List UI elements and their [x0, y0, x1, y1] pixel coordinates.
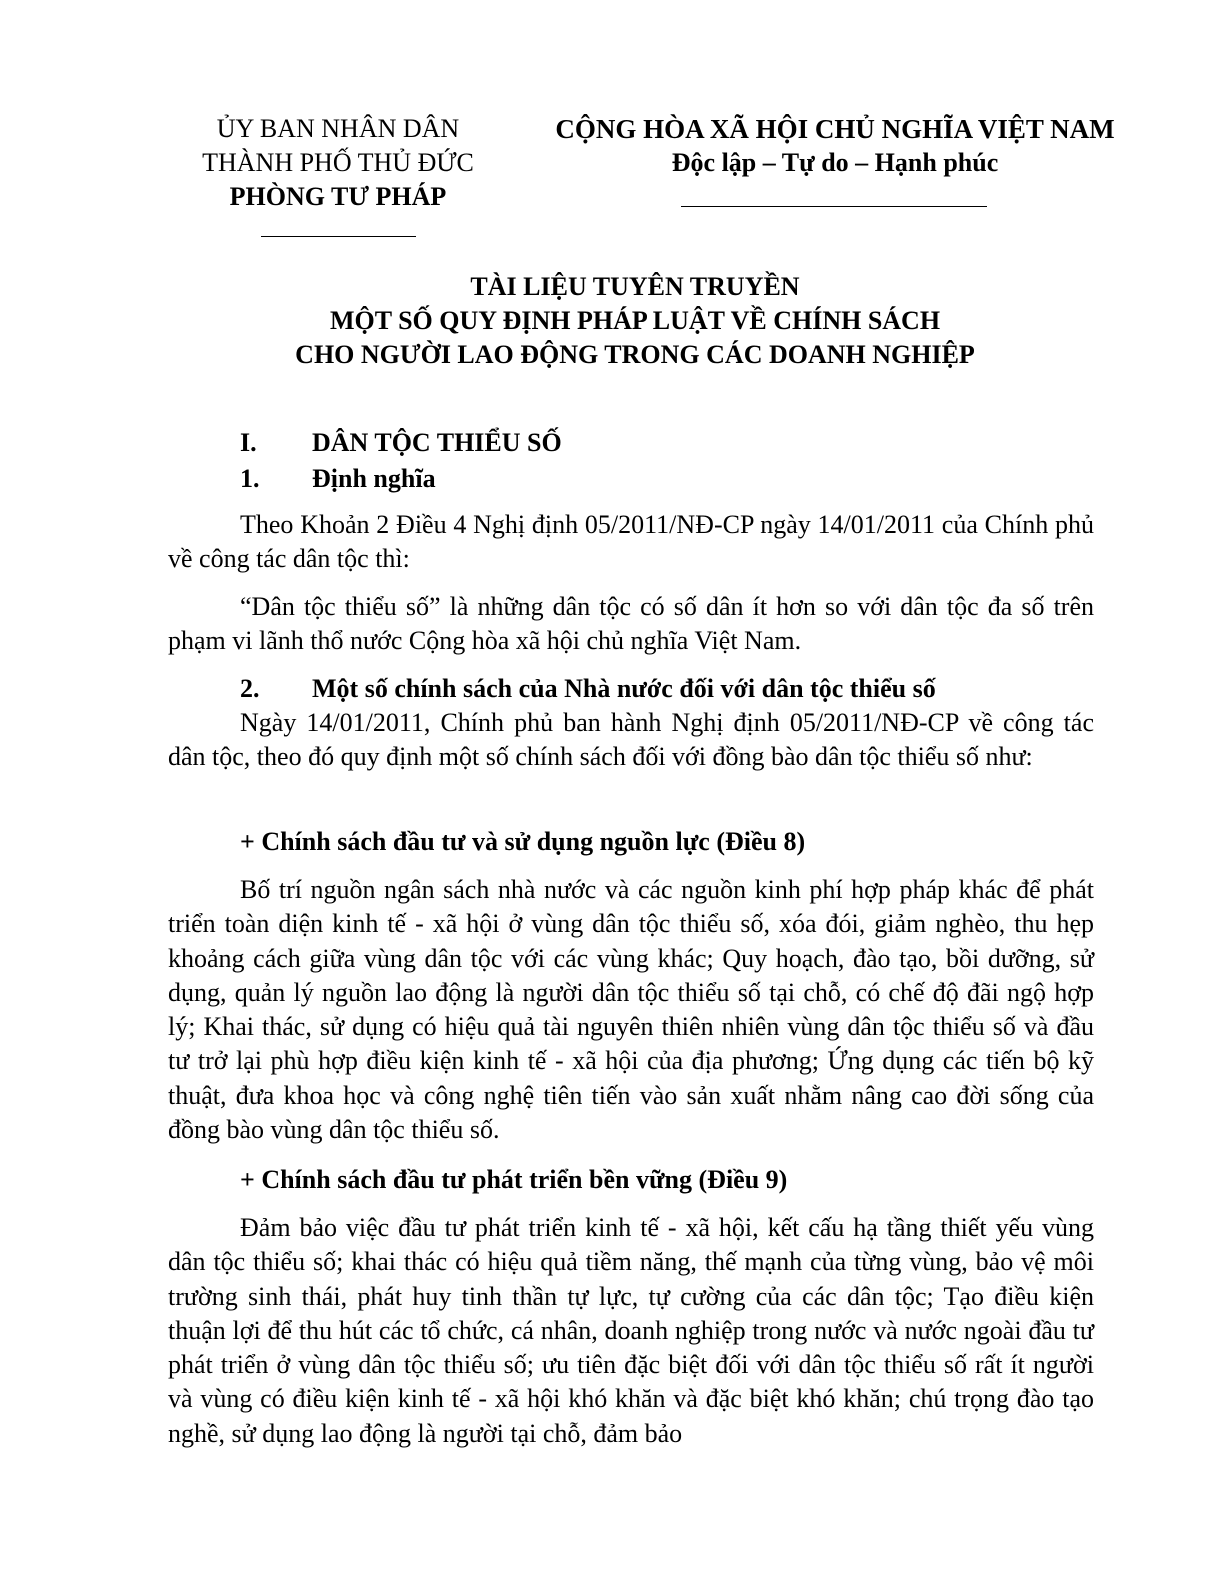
motto: Độc lập – Tự do – Hạnh phúc — [671, 148, 999, 177]
subsection-title: Định nghĩa — [312, 464, 436, 493]
section-heading-1 — [240, 426, 562, 460]
country-name: CỘNG HÒA XÃ HỘI CHỦ NGHĨA VIỆT NAM — [555, 114, 1115, 144]
paragraph-1: Theo Khoản 2 Điều 4 Nghị định 05/2011/NĐ-CP ngày 14/01/2011 của Chính phủ về công tác dân tộc thì: — [168, 510, 1094, 574]
agency-line-2: THÀNH PHỐ THỦ ĐỨC — [202, 148, 474, 177]
paragraph-3: Ngày 14/01/2011, Chính phủ ban hành Nghị định 05/2011/NĐ-CP về công tác dân tộc, theo đó quy định một số chính sách đối với đồng bào dân tộc thiểu số như: — [168, 708, 1094, 772]
agency-underline — [261, 236, 416, 237]
agency-line-3: PHÒNG TƯ PHÁP — [229, 182, 447, 211]
title-line-3: CHO NGƯỜI LAO ĐỘNG TRONG CÁC DOANH NGHIỆP — [295, 340, 975, 369]
national-motto-block — [530, 112, 1140, 180]
title-line-1: TÀI LIỆU TUYÊN TRUYỀN — [470, 272, 800, 301]
subsection-heading-1 — [240, 462, 436, 496]
agency-line-1: ỦY BAN NHÂN DÂN — [216, 114, 460, 143]
subsection-number: 1. — [240, 464, 260, 493]
policy-heading-1: + Chính sách đầu tư và sử dụng nguồn lực (Điều 8) — [240, 827, 806, 856]
title-line-2: MỘT SỐ QUY ĐỊNH PHÁP LUẬT VỀ CHÍNH SÁCH — [329, 306, 941, 335]
policy-heading-2: + Chính sách đầu tư phát triển bền vững (Điều 9) — [240, 1165, 788, 1194]
motto-underline — [681, 206, 987, 207]
subsection-heading-2 — [240, 672, 936, 706]
paragraph-5: Đảm bảo việc đầu tư phát triển kinh tế - xã hội, kết cấu hạ tầng thiết yếu vùng dân tộc thiểu số; khai thác có hiệu quả tiềm năng, thế mạnh của từng vùng, bảo vệ môi trường sinh thái, phát huy tinh thần tự lực, tự cường của các dân tộc; Tạo điều kiện thuận lợi để thu hút các tổ chức, cá nhân, doanh nghiệp trong nước và nước ngoài đầu tư phát triển ở vùng dân tộc thiểu số; ưu tiên đặc biệt đối với dân tộc thiểu số rất ít người và vùng có điều kiện kinh tế - xã hội khó khăn và đặc biệt khó khăn; chú trọng đào tạo nghề, sử dụng lao động là người tại chỗ, đảm bảo — [168, 1213, 1094, 1448]
subsection-title: Một số chính sách của Nhà nước đối với dân tộc thiểu số — [312, 674, 936, 703]
subsection-number: 2. — [240, 674, 260, 703]
issuing-agency-block — [188, 112, 488, 214]
document-title — [120, 270, 1150, 372]
paragraph-4: Bố trí nguồn ngân sách nhà nước và các nguồn kinh phí hợp pháp khác để phát triển toàn diện kinh tế - xã hội ở vùng dân tộc thiểu số, xóa đói, giảm nghèo, thu hẹp khoảng cách giữa vùng dân tộc với các vùng khác; Quy hoạch, đào tạo, bồi dưỡng, sử dụng, quản lý nguồn lao động là người dân tộc thiểu số tại chỗ, có chế độ đãi ngộ hợp lý; Khai thác, sử dụng có hiệu quả tài nguyên thiên nhiên vùng dân tộc thiểu số và đầu tư trở lại phù hợp điều kiện kinh tế - xã hội của địa phương; Ứng dụng các tiến bộ kỹ thuật, đưa khoa học và công nghệ tiên tiến vào sản xuất nhằm nâng cao đời sống của đồng bào vùng dân tộc thiểu số. — [168, 875, 1094, 1145]
section-number: I. — [240, 428, 257, 457]
section-title: DÂN TỘC THIỂU SỐ — [312, 428, 562, 457]
paragraph-2: “Dân tộc thiểu số” là những dân tộc có số dân ít hơn so với dân tộc đa số trên phạm vi lãnh thổ nước Cộng hòa xã hội chủ nghĩa Việt Nam. — [168, 592, 1094, 656]
